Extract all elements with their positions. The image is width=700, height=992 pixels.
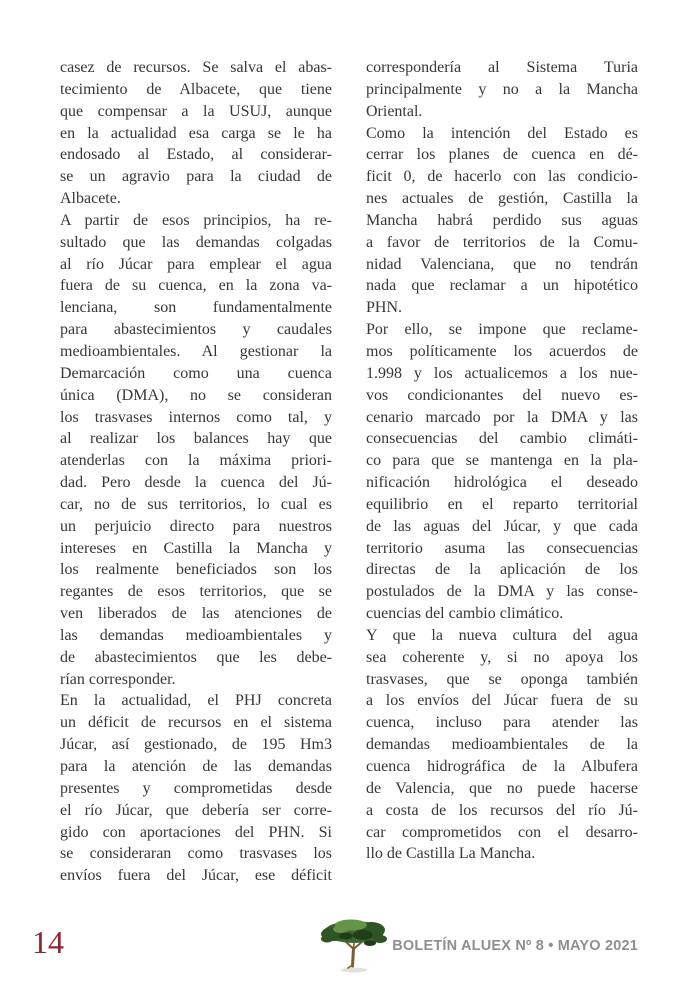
text-line: para abastecimientos y caudales [60,321,332,339]
text-line: para la atención de las demandas [60,758,332,775]
text-line: territorio asuma las consecuencias [366,539,638,557]
text-line: llo de Castilla La Mancha. [366,845,536,863]
left-column [60,57,332,887]
text-line: al río Júcar para emplear el agua [60,255,332,273]
text-line: A partir de esos principios, ha re- [60,211,332,229]
text-line: las demandas medioambientales y [60,626,332,644]
text-line: cenario marcado por la DMA y las [366,408,638,426]
text-line: equilibrio en el reparto territorial [366,495,638,513]
text-line: un déficit de recursos en el sistema [60,714,332,732]
text-line: nes actuales de gestión, Castilla la [366,190,638,208]
text-line: atenderlas con la máxima priori- [60,452,332,470]
tree-logo-icon [318,916,390,978]
text-line: rían corresponder. [60,670,176,688]
text-line: Y que la nueva cultura del agua [366,626,638,644]
text-line: a favor de territorios de la Comu- [366,233,638,251]
text-line: sea coherente y, si no apoya los [366,648,638,666]
text-line: directas de la aplicación de los [366,561,638,579]
text-line: 1.998 y los actualicemos a los nue- [366,364,638,382]
text-line: Demarcación como una cuenca [60,364,332,382]
text-line: medioambientales. Al gestionar la [60,342,332,360]
text-line: co para que se mantenga en la pla- [366,452,638,470]
text-line: Por ello, se impone que reclame- [366,321,638,339]
issue-label: BOLETÍN ALUEX Nº 8 • MAYO 2021 [392,938,638,954]
text-line: envíos fuera del Júcar, ese déficit [60,867,332,885]
text-line: se consideraran como trasvases los [60,845,332,863]
text-line: Como la intención del Estado es [366,124,638,142]
text-line: Albacete. [60,190,121,208]
text-line: dad. Pero desde la cuenca del Jú- [60,474,332,492]
text-line: de las aguas del Júcar, y que cada [366,517,638,535]
text-line: al realizar los balances hay que [60,430,332,448]
text-line: tecimiento de Albacete, que tiene [60,80,332,98]
text-line: car, no de sus territorios, lo cual es [60,495,332,513]
text-line: Mancha habrá perdido sus aguas [366,211,638,229]
text-line: en la actualidad esa carga se le ha [60,124,332,142]
text-line: fuera de su cuenca, en la zona va- [60,277,332,295]
text-line: Júcar, así gestionado, de 195 Hm3 [60,736,332,754]
text-line: mos políticamente los acuerdos de [366,342,638,360]
text-line: principalmente y no a la Mancha [366,80,638,98]
text-line: endosado al Estado, al considerar- [60,146,332,164]
text-line: demandas medioambientales de la [366,736,638,754]
text-line: cuenca hidrográfica de la Albufera [366,758,638,775]
text-line: vos condicionantes del nuevo es- [366,386,638,404]
text-line: cerrar los planes de cuenca en dé- [366,146,638,164]
text-line: que compensar a la USUJ, aunque [60,102,332,120]
text-line: un perjuicio directo para nuestros [60,517,332,535]
text-line: nidad Valenciana, que no tendrán [366,255,638,273]
page-number: 14 [32,924,64,960]
text-line: nada que reclamar a un hipotético [366,277,638,295]
text-line: cuencias del cambio climático. [366,605,564,623]
text-line: de abastecimientos que les debe- [60,648,332,666]
text-line: intereses en Castilla la Mancha y [60,539,332,557]
text-line: regantes de esos territorios, que se [60,583,332,601]
text-line: lenciana, son fundamentalmente [60,299,332,317]
text-line: los trasvases internos como tal, y [60,408,332,426]
text-line: Oriental. [366,102,423,120]
text-line: car comprometidos con el desarro- [366,823,638,841]
text-line: a costa de los recursos del río Jú- [366,801,638,819]
text-line: consecuencias del cambio climáti- [366,430,638,448]
text-line: cuenca, incluso para atender las [366,714,638,732]
text-line: el río Júcar, que debería ser corre- [60,801,332,819]
text-line: postulados de la DMA y las conse- [366,583,638,601]
text-line: trasvases, que se oponga también [366,670,638,688]
right-column [366,57,638,865]
text-line: de Valencia, que no puede hacerse [366,779,638,797]
text-line: En la actualidad, el PHJ concreta [60,692,332,710]
text-line: casez de recursos. Se salva el abas- [60,59,332,76]
text-line: se un agravio para la ciudad de [60,168,332,186]
text-line: los realmente beneficiados son los [60,561,332,579]
text-line: correspondería al Sistema Turia [366,59,638,76]
text-line: ficit 0, de hacerlo con las condicio- [366,168,638,186]
text-line: presentes y comprometidas desde [60,779,332,797]
text-line: nificación hidrológica el deseado [366,474,638,492]
text-line: PHN. [366,299,403,317]
text-line: sultado que las demandas colgadas [60,233,332,251]
text-line: ven liberados de las atenciones de [60,605,332,623]
text-line: única (DMA), no se consideran [60,386,332,404]
text-line: gido con aportaciones del PHN. Si [60,823,332,841]
text-line: a los envíos del Júcar fuera de su [366,692,638,710]
